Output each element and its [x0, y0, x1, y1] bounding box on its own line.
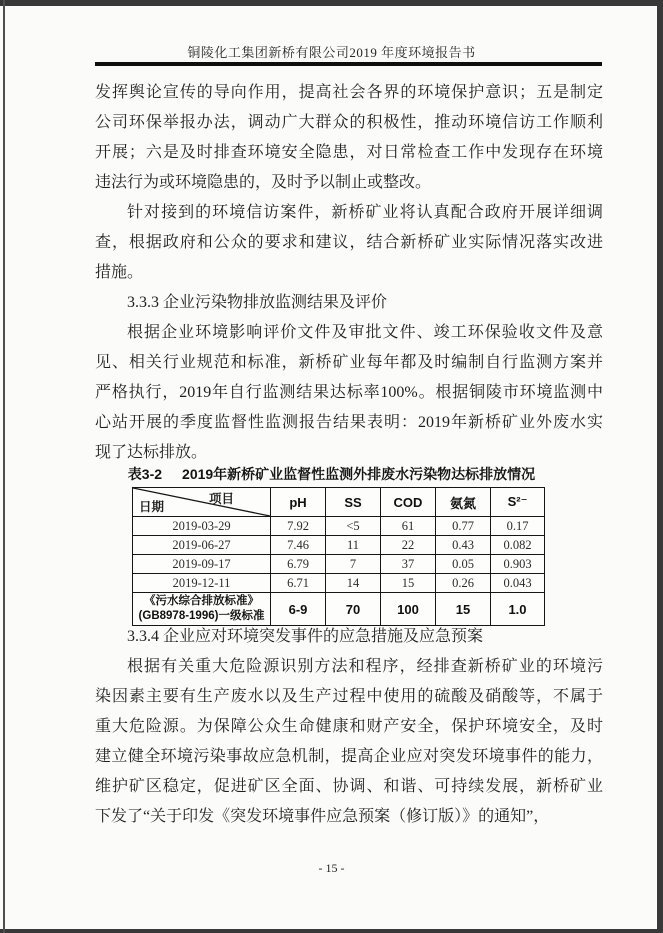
table-header-row	[133, 488, 545, 517]
body-text-line: 根据企业环境影响评价文件及审批文件、竣工环保验收文件及意	[127, 324, 603, 341]
standard-value-ss: 70	[326, 593, 381, 626]
value-cell-sulfide: 0.082	[491, 536, 545, 555]
value-cell-cod: 37	[381, 555, 436, 574]
standard-label-line1: 《污水综合排放标准》	[144, 595, 259, 607]
body-text-line: 严格执行，2019年自行监测结果达标率100%。根据铜陵市环境监测中	[95, 384, 603, 401]
body-text-line: 现了达标排放。	[95, 444, 208, 461]
body-text-line: 染因素主要有生产废水以及生产过程中使用的硫酸及硝酸等，不属于	[95, 688, 603, 705]
standard-value-ph: 6-9	[271, 593, 326, 626]
body-text-line: 违法行为或环境隐患的，及时予以制止或整改。	[95, 174, 432, 191]
monitoring-data-row	[133, 574, 545, 593]
body-text-line: 针对接到的环境信访案件，新桥矿业将认真配合政府开展详细调	[127, 204, 603, 221]
standard-limit-row	[133, 593, 545, 626]
body-text-line: 维护矿区稳定，促进矿区全面、协调、和谐、可持续发展，新桥矿业	[95, 778, 603, 795]
body-text-line: 3.3.3 企业污染物排放监测结果及评价	[127, 294, 388, 311]
value-cell-ammonia: 0.43	[436, 536, 491, 555]
body-text-line: 建立健全环境污染事故应急机制，提高企业应对突发环境事件的能力，	[95, 748, 603, 765]
table-caption-label: 表3-2	[127, 466, 163, 482]
monitoring-data-row	[133, 517, 545, 536]
standard-value-sulfide: 1.0	[491, 593, 545, 626]
value-cell-ammonia: 0.05	[436, 555, 491, 574]
body-text-line: 公司环保举报办法，调动广大群众的积极性，推动环境信访工作顺利	[95, 114, 603, 131]
value-cell-sulfide: 0.043	[491, 574, 545, 593]
value-cell-sulfide: 0.17	[491, 517, 545, 536]
value-cell-ammonia: 0.77	[436, 517, 491, 536]
header-divider-rule	[95, 62, 602, 66]
column-header-sulfide: S²⁻	[491, 488, 545, 517]
scan-edge-left	[3, 0, 5, 933]
standard-label-cell	[133, 593, 271, 626]
body-text-line: 3.3.4 企业应对环境突发事件的应急措施及应急预案	[127, 628, 484, 645]
value-cell-ss: 14	[326, 574, 381, 593]
scan-edge-right	[657, 0, 663, 933]
body-block-upper	[95, 78, 603, 468]
column-header-ammonia: 氨氮	[436, 488, 491, 517]
body-block-lower	[95, 622, 603, 832]
corner-label-date: 日期	[139, 500, 165, 514]
diagonal-corner-cell	[133, 488, 271, 517]
value-cell-cod: 61	[381, 517, 436, 536]
value-cell-cod: 22	[381, 536, 436, 555]
date-cell: 2019-09-17	[133, 555, 271, 574]
wastewater-monitoring-table	[132, 487, 545, 626]
value-cell-ph: 7.92	[271, 517, 326, 536]
value-cell-ph: 6.79	[271, 555, 326, 574]
monitoring-data-row	[133, 555, 545, 574]
value-cell-cod: 15	[381, 574, 436, 593]
column-header-cod: COD	[381, 488, 436, 517]
value-cell-ss: 7	[326, 555, 381, 574]
date-cell: 2019-06-27	[133, 536, 271, 555]
body-text-line: 查，根据政府和公众的要求和建议，结合新桥矿业实际情况落实改进	[95, 234, 603, 251]
body-text-line: 发挥舆论宣传的导向作用，提高社会各界的环境保护意识；五是制定	[95, 84, 603, 101]
standard-value-cod: 100	[381, 593, 436, 626]
column-header-ss: SS	[326, 488, 381, 517]
body-text-line: 心站开展的季度监督性监测报告结果表明：2019年新桥矿业外废水实	[95, 414, 603, 431]
standard-label-line2: (GB8978-1996)一级标准	[138, 610, 265, 622]
date-cell: 2019-12-11	[133, 574, 271, 593]
monitoring-data-row	[133, 536, 545, 555]
scan-edge-bottom	[0, 929, 663, 933]
body-text-line: 根据有关重大危险源识别方法和程序，经排查新桥矿业的环境污	[127, 658, 603, 675]
body-text-line: 下发了“关于印发《突发环境事件应急预案（修订版）》的通知”，	[95, 808, 550, 825]
value-cell-ph: 7.46	[271, 536, 326, 555]
body-text-line: 措施。	[95, 264, 144, 281]
body-text-line: 重大危险源。为保障公众生命健康和财产安全，保护环境安全，及时	[95, 718, 603, 735]
table-caption	[60, 464, 603, 484]
date-cell: 2019-03-29	[133, 517, 271, 536]
value-cell-ss: 11	[326, 536, 381, 555]
value-cell-sulfide: 0.903	[491, 555, 545, 574]
value-cell-ss: <5	[326, 517, 381, 536]
page-number: - 15 -	[318, 861, 345, 875]
body-text-line: 开展；六是及时排查环境安全隐患，对日常检查工作中发现存在环境	[95, 144, 603, 161]
value-cell-ammonia: 0.26	[436, 574, 491, 593]
scan-edge-top	[0, 0, 663, 6]
report-header-title: 铜陵化工集团新桥有限公司2019 年度环境报告书	[187, 45, 476, 60]
column-header-ph: pH	[271, 488, 326, 517]
table-caption-title: 2019年新桥矿业监督性监测外排废水污染物达标排放情况	[182, 466, 536, 482]
standard-value-ammonia: 15	[436, 593, 491, 626]
value-cell-ph: 6.71	[271, 574, 326, 593]
body-text-line: 见、相关行业规范和标准，新桥矿业每年都及时编制自行监测方案并	[95, 354, 603, 371]
corner-label-item: 项目	[208, 492, 234, 506]
